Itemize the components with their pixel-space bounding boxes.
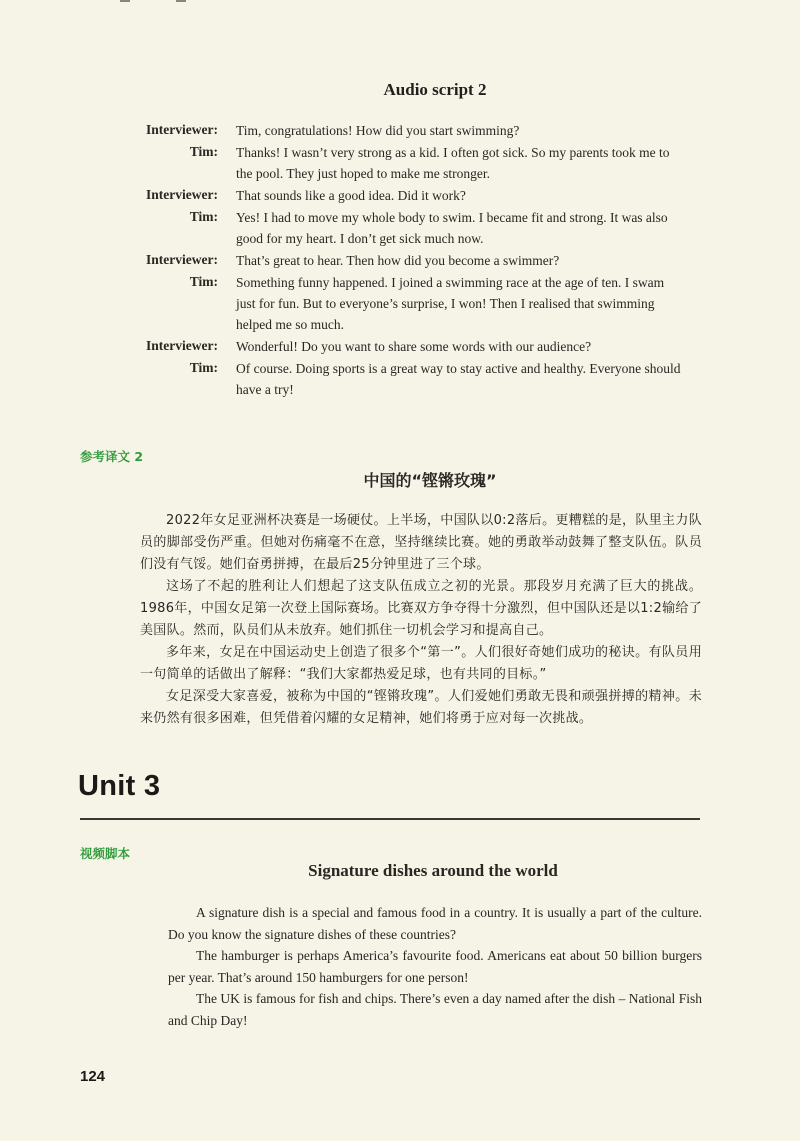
speech-text: Yes! I had to move my whole body to swim. I became fit and strong. It was also good for my heart. I don’t get sick much now. bbox=[236, 210, 668, 246]
speech-text: Tim, congratulations! How did you start swimming? bbox=[236, 123, 520, 138]
speech-text: That’s great to hear. Then how did you become a swimmer? bbox=[236, 253, 560, 268]
dialogue-line bbox=[0, 142, 800, 184]
dialogue-line bbox=[0, 185, 800, 206]
speech-text: Of course. Doing sports is a great way to stay active and healthy. Everyone should have a try! bbox=[236, 361, 681, 397]
translation-paragraph: 女足深受大家喜爱，被称为中国的“铿锵玫瑰”。人们爱她们勇敢无畏和顽强拼搏的精神。未来仍然有很多困难，但凭借着闪耀的女足精神，她们将勇于应对每一次挑战。 bbox=[140, 689, 702, 726]
speaker-label: Interviewer: bbox=[146, 187, 218, 202]
speaker-label: Tim: bbox=[189, 209, 218, 224]
video-script-paragraph: A signature dish is a special and famous food in a country. It is usually a part of the culture. Do you know the signature dishes of these countries? bbox=[168, 905, 702, 942]
speech-text: Thanks! I wasn’t very strong as a kid. I often got sick. So my parents took me to the pool. They just hoped to make me stronger. bbox=[236, 145, 670, 181]
video-script-title: Signature dishes around the world bbox=[308, 861, 558, 880]
scan-mark bbox=[120, 0, 130, 2]
video-script-label: 视频脚本 bbox=[80, 846, 131, 861]
translation-paragraph: 这场了不起的胜利让人们想起了这支队伍成立之初的光景。那段岁月充满了巨大的挑战。1986年，中国女足第一次登上国际赛场。比赛双方争夺得十分激烈，但中国队还是以1:2输给了美国队。然而，队员们从未放弃。她们抓住一切机会学习和提高自己。 bbox=[140, 579, 702, 638]
dialogue-line bbox=[0, 272, 800, 335]
speaker-label: Tim: bbox=[189, 144, 218, 159]
audio-script-title: Audio script 2 bbox=[383, 80, 487, 99]
speaker-label: Tim: bbox=[189, 360, 218, 375]
speech-text: Wonderful! Do you want to share some words with our audience? bbox=[236, 339, 592, 354]
video-script-paragraph: The hamburger is perhaps America’s favourite food. Americans eat about 50 billion burgers per year. That’s around 150 hamburgers for one person! bbox=[168, 948, 702, 985]
translation-title: 中国的“铿锵玫瑰” bbox=[363, 471, 497, 490]
speaker-label: Interviewer: bbox=[146, 252, 218, 267]
dialogue-line bbox=[0, 120, 800, 141]
speech-text: Something funny happened. I joined a swimming race at the age of ten. I swam just for fun. But to everyone’s surprise, I won! Then I realised that swimming helped me so much. bbox=[236, 275, 665, 332]
page-number: 124 bbox=[80, 1068, 106, 1085]
translation-paragraph: 2022年女足亚洲杯决赛是一场硬仗。上半场，中国队以0:2落后。更糟糕的是，队里主力队员的脚部受伤严重。但她对伤痛毫不在意，坚持继续比赛。她的勇敢举动鼓舞了整支队伍。队员们没有气馁。她们奋勇拼搏，在最后25分钟里进了三个球。 bbox=[140, 513, 702, 572]
translation-paragraph: 多年来，女足在中国运动史上创造了很多个“第一”。人们很好奇她们成功的秘诀。有队员用一句简单的话做出了解释：“我们大家都热爱足球，也有共同的目标。” bbox=[140, 645, 702, 682]
speaker-label: Interviewer: bbox=[146, 338, 218, 353]
translation-label: 参考译文 2 bbox=[80, 449, 144, 464]
speech-text: That sounds like a good idea. Did it work? bbox=[236, 188, 466, 203]
speaker-label: Interviewer: bbox=[146, 122, 218, 137]
speaker-label: Tim: bbox=[189, 274, 218, 289]
dialogue bbox=[0, 120, 800, 401]
dialogue-line bbox=[0, 207, 800, 249]
video-script-body bbox=[168, 902, 702, 1031]
translation-body bbox=[140, 510, 702, 730]
unit-heading: Unit 3 bbox=[78, 770, 161, 802]
dialogue-line bbox=[0, 336, 800, 357]
dialogue-line bbox=[0, 358, 800, 400]
unit-divider bbox=[80, 818, 700, 820]
video-script-paragraph: The UK is famous for fish and chips. There’s even a day named after the dish – National Fish and Chip Day! bbox=[168, 991, 702, 1028]
dialogue-line bbox=[0, 250, 800, 271]
scan-mark bbox=[176, 0, 186, 2]
